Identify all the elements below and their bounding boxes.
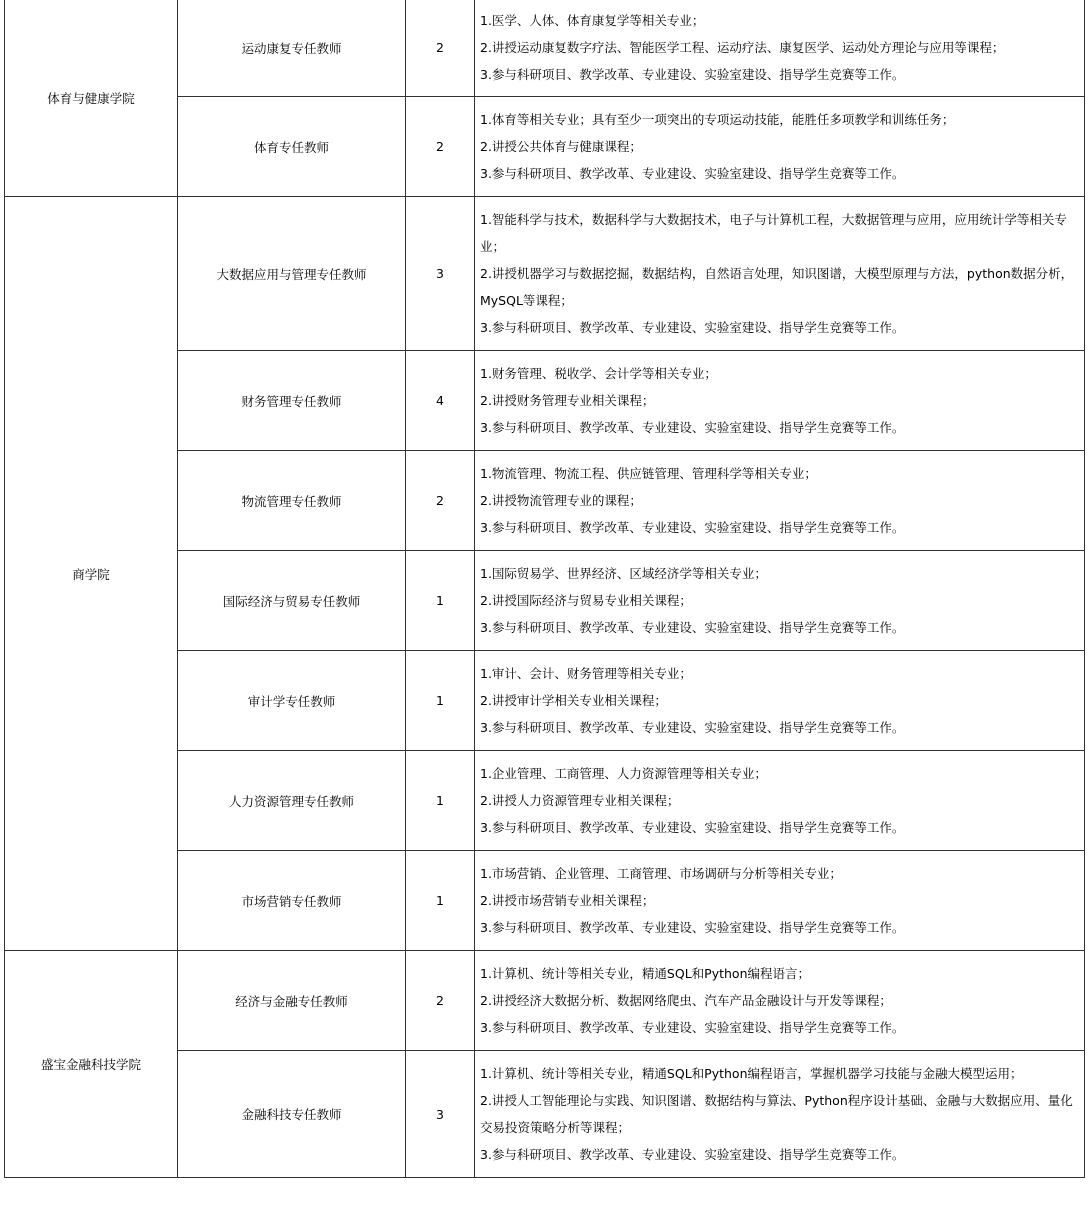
college-cell: 盛宝金融科技学院 <box>5 951 178 1178</box>
requirement-line: 2.讲授国际经济与贸易专业相关课程； <box>480 593 692 608</box>
headcount-cell: 1 <box>406 651 475 751</box>
position-title-cell: 国际经济与贸易专任教师 <box>178 551 406 651</box>
requirement-line: 2.讲授人力资源管理专业相关课程； <box>480 793 680 808</box>
requirement-line: 1.体育等相关专业；具有至少一项突出的专项运动技能，能胜任多项教学和训练任务； <box>480 112 955 127</box>
requirement-line: 2.讲授财务管理专业相关课程； <box>480 393 655 408</box>
requirements-cell <box>475 651 1085 751</box>
position-title-cell: 物流管理专任教师 <box>178 451 406 551</box>
recruitment-table-body <box>5 0 1085 1178</box>
requirement-line: 1.物流管理、物流工程、供应链管理、管理科学等相关专业； <box>480 466 817 481</box>
requirements-cell <box>475 751 1085 851</box>
position-title-cell: 财务管理专任教师 <box>178 351 406 451</box>
requirement-line: 3.参与科研项目、教学改革、专业建设、实验室建设、指导学生竞赛等工作。 <box>480 820 905 835</box>
headcount-cell: 4 <box>406 351 475 451</box>
requirement-line: 3.参与科研项目、教学改革、专业建设、实验室建设、指导学生竞赛等工作。 <box>480 1147 905 1162</box>
requirement-line: 1.审计、会计、财务管理等相关专业； <box>480 666 692 681</box>
requirements-cell <box>475 1051 1085 1178</box>
requirement-line: 3.参与科研项目、教学改革、专业建设、实验室建设、指导学生竞赛等工作。 <box>480 67 905 82</box>
requirements-cell <box>475 197 1085 351</box>
requirement-line: 3.参与科研项目、教学改革、专业建设、实验室建设、指导学生竞赛等工作。 <box>480 166 905 181</box>
position-title-cell: 大数据应用与管理专任教师 <box>178 197 406 351</box>
position-title-cell: 审计学专任教师 <box>178 651 406 751</box>
recruitment-table <box>4 0 1085 1178</box>
requirement-line: 3.参与科研项目、教学改革、专业建设、实验室建设、指导学生竞赛等工作。 <box>480 1020 905 1035</box>
requirements-cell <box>475 951 1085 1051</box>
headcount-cell: 1 <box>406 851 475 951</box>
requirement-line: 3.参与科研项目、教学改革、专业建设、实验室建设、指导学生竞赛等工作。 <box>480 320 905 335</box>
requirement-line: 1.计算机、统计等相关专业，精通SQL和Python编程语言； <box>480 966 810 981</box>
headcount-cell: 2 <box>406 97 475 197</box>
requirement-line: 1.智能科学与技术，数据科学与大数据技术，电子与计算机工程，大数据管理与应用，应用统计学等相关专业； <box>480 212 1067 254</box>
headcount-cell: 2 <box>406 451 475 551</box>
table-row <box>5 197 1085 351</box>
requirement-line: 2.讲授市场营销专业相关课程； <box>480 893 655 908</box>
requirement-line: 3.参与科研项目、教学改革、专业建设、实验室建设、指导学生竞赛等工作。 <box>480 720 905 735</box>
requirement-line: 1.计算机、统计等相关专业，精通SQL和Python编程语言，掌握机器学习技能与金融大模型运用； <box>480 1066 1023 1081</box>
requirement-line: 2.讲授运动康复数字疗法、智能医学工程、运动疗法、康复医学、运动处方理论与应用等课程； <box>480 40 1005 55</box>
requirements-cell <box>475 97 1085 197</box>
college-cell: 商学院 <box>5 197 178 951</box>
headcount-cell: 3 <box>406 1051 475 1178</box>
table-row <box>5 951 1085 1051</box>
position-title-cell: 运动康复专任教师 <box>178 0 406 97</box>
requirement-line: 1.市场营销、企业管理、工商管理、市场调研与分析等相关专业； <box>480 866 842 881</box>
position-title-cell: 市场营销专任教师 <box>178 851 406 951</box>
requirement-line: 3.参与科研项目、教学改革、专业建设、实验室建设、指导学生竞赛等工作。 <box>480 420 905 435</box>
requirement-line: 1.国际贸易学、世界经济、区域经济学等相关专业； <box>480 566 767 581</box>
headcount-cell: 3 <box>406 197 475 351</box>
requirements-cell <box>475 851 1085 951</box>
headcount-cell: 1 <box>406 551 475 651</box>
headcount-cell: 1 <box>406 751 475 851</box>
position-title-cell: 人力资源管理专任教师 <box>178 751 406 851</box>
requirement-line: 2.讲授公共体育与健康课程； <box>480 139 642 154</box>
requirement-line: 3.参与科研项目、教学改革、专业建设、实验室建设、指导学生竞赛等工作。 <box>480 620 905 635</box>
position-title-cell: 经济与金融专任教师 <box>178 951 406 1051</box>
requirement-line: 1.企业管理、工商管理、人力资源管理等相关专业； <box>480 766 767 781</box>
requirements-cell <box>475 351 1085 451</box>
headcount-cell: 2 <box>406 951 475 1051</box>
requirement-line: 1.医学、人体、体育康复学等相关专业； <box>480 13 705 28</box>
requirements-cell <box>475 451 1085 551</box>
position-title-cell: 体育专任教师 <box>178 97 406 197</box>
requirements-cell <box>475 0 1085 97</box>
college-cell: 体育与健康学院 <box>5 0 178 197</box>
requirement-line: 3.参与科研项目、教学改革、专业建设、实验室建设、指导学生竞赛等工作。 <box>480 920 905 935</box>
requirement-line: 2.讲授审计学相关专业相关课程； <box>480 693 667 708</box>
requirement-line: 2.讲授机器学习与数据挖掘，数据结构，自然语言处理，知识图谱，大模型原理与方法，python数据分析，MySQL等课程； <box>480 266 1074 308</box>
requirement-line: 3.参与科研项目、教学改革、专业建设、实验室建设、指导学生竞赛等工作。 <box>480 520 905 535</box>
requirement-line: 2.讲授人工智能理论与实践、知识图谱、数据结构与算法、Python程序设计基础、金融与大数据应用、量化交易投资策略分析等课程； <box>480 1093 1073 1135</box>
requirement-line: 1.财务管理、税收学、会计学等相关专业； <box>480 366 717 381</box>
position-title-cell: 金融科技专任教师 <box>178 1051 406 1178</box>
requirement-line: 2.讲授经济大数据分析、数据网络爬虫、汽车产品金融设计与开发等课程； <box>480 993 892 1008</box>
headcount-cell: 2 <box>406 0 475 97</box>
requirement-line: 2.讲授物流管理专业的课程； <box>480 493 642 508</box>
requirements-cell <box>475 551 1085 651</box>
table-row <box>5 0 1085 97</box>
